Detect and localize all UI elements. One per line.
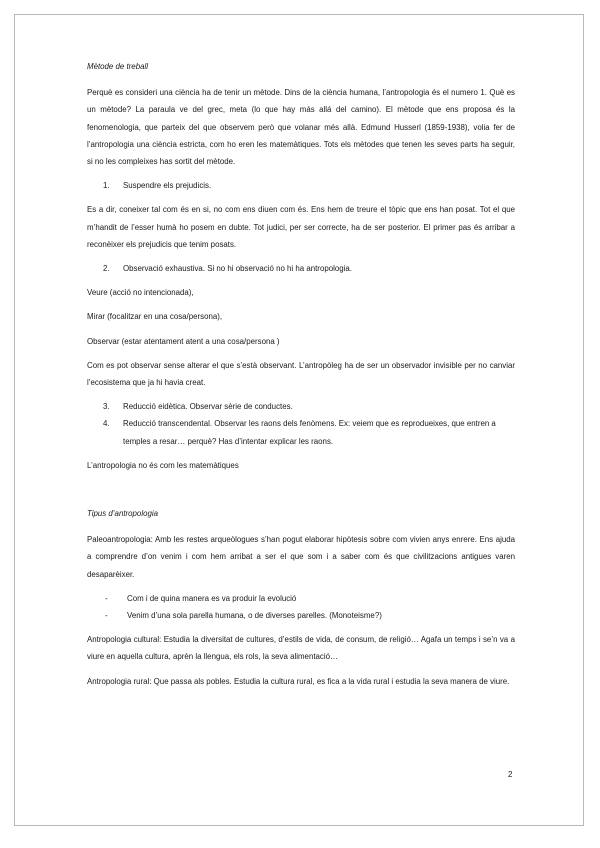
line-mirar: Mirar (focalitzar en una cosa/persona), bbox=[87, 312, 223, 322]
list-number: 3. bbox=[103, 402, 110, 412]
paragraph-closing: L’antropologia no és com les matemàtiques bbox=[87, 460, 239, 470]
section-heading-metode: Mètode de treball bbox=[87, 62, 148, 71]
paragraph-paleoantropologia: Paleoantropologia: Amb les restes arqueòlogues s’han pogut elaborar hipòtesis sobre com vivien anys enrere. Ens ajuda a comprendre d’on venim i com hem arribat a ser el que som i a saber com és que civilitzacions antigues varen desaparèixer. bbox=[87, 535, 515, 579]
list-number: 2. bbox=[103, 264, 110, 274]
list-item-text: Observació exhaustiva. Si no hi observació no hi ha antropologia. bbox=[123, 264, 352, 274]
list-item-bullet-1 bbox=[87, 590, 515, 607]
line-veure: Veure (acció no intencionada), bbox=[87, 288, 194, 298]
method-steps-list-b bbox=[87, 260, 515, 277]
bullet-dash: - bbox=[105, 593, 108, 603]
paragraph-intro: Perquè es consideri una ciència ha de tenir un mètode. Dins de la ciència humana, l’antropologia és el numero 1. Què es un mètode? La paraula ve del grec, meta (lo que hay más allá del camino). El mètode que ens proposa és la fenomenologia, que parteix del que observem però que volanar més allà. Edmund Husserl (1859-1938), volia fer de l’antropologia una ciència estricta, com ho eren les matemàtiques. Tots els mètodes que tenen les seves parts ha seguir, si no les compleixes has sortit del mètode. bbox=[87, 88, 515, 167]
bullet-dash: - bbox=[105, 611, 108, 621]
paragraph-antropologia-rural: Antropologia rural: Que passa als pobles. Estudia la cultura rural, es fica a la vida rural i estudia la seva manera de viure. bbox=[87, 676, 510, 686]
method-steps-list-a bbox=[87, 177, 515, 194]
list-item-bullet-2 bbox=[87, 607, 515, 624]
list-item-text: Com i de quina manera es va produir la evolució bbox=[127, 593, 297, 603]
section-heading-tipus: Tipus d’antropologia bbox=[87, 509, 158, 519]
bullet-list bbox=[87, 590, 515, 624]
list-item-text: Reducció eidètica. Observar sèrie de conductes. bbox=[123, 402, 293, 412]
paragraph-antropologia-cultural: Antropologia cultural: Estudia la diversitat de cultures, d’estils de vida, de consum, de religió… Agafa un temps i se’n va a viure en aquella cultura, aprèn la llengua, els rols, la seva alimentació… bbox=[87, 635, 515, 662]
paragraph-prejudicis: Es a dir, coneixer tal com és en si, no com ens diuen com és. Ens hem de treure el tòpic que ens han posat. Tot el que m’handit de l’esser humà ho posem en dubte. Tot judici, per ser correcte, ha de ser posterior. El primer pas és arribar a reconèixer els prejudicis que tenim posats. bbox=[87, 205, 515, 249]
method-steps-list-c bbox=[87, 398, 515, 450]
list-item-step-4 bbox=[87, 415, 515, 449]
list-number: 1. bbox=[103, 181, 110, 191]
list-item-text: Venim d’una sola parella humana, o de diverses parelles. (Monoteisme?) bbox=[127, 611, 382, 621]
document-body bbox=[87, 58, 515, 690]
list-number: 4. bbox=[103, 419, 110, 429]
list-item-step-3 bbox=[87, 398, 515, 415]
paragraph-observacio: Com es pot observar sense alterar el que s’està observant. L’antropòleg ha de ser un observador invisible per no canviar l’ecosistema que ja hi havia creat. bbox=[87, 360, 515, 388]
list-item-text: Suspendre els prejudicis. bbox=[123, 181, 212, 191]
page-number: 2 bbox=[508, 770, 513, 779]
line-observar: Observar (estar atentament atent a una cosa/persona ) bbox=[87, 336, 280, 346]
list-item-step-1 bbox=[87, 177, 515, 194]
list-item-step-2 bbox=[87, 260, 515, 277]
list-item-text: Reducció transcendental. Observar les raons dels fenòmens. Ex: veiem que es reprodueixes, que entren a temples a resar… perquè? Has d’intentar explicar les raons. bbox=[123, 419, 496, 446]
